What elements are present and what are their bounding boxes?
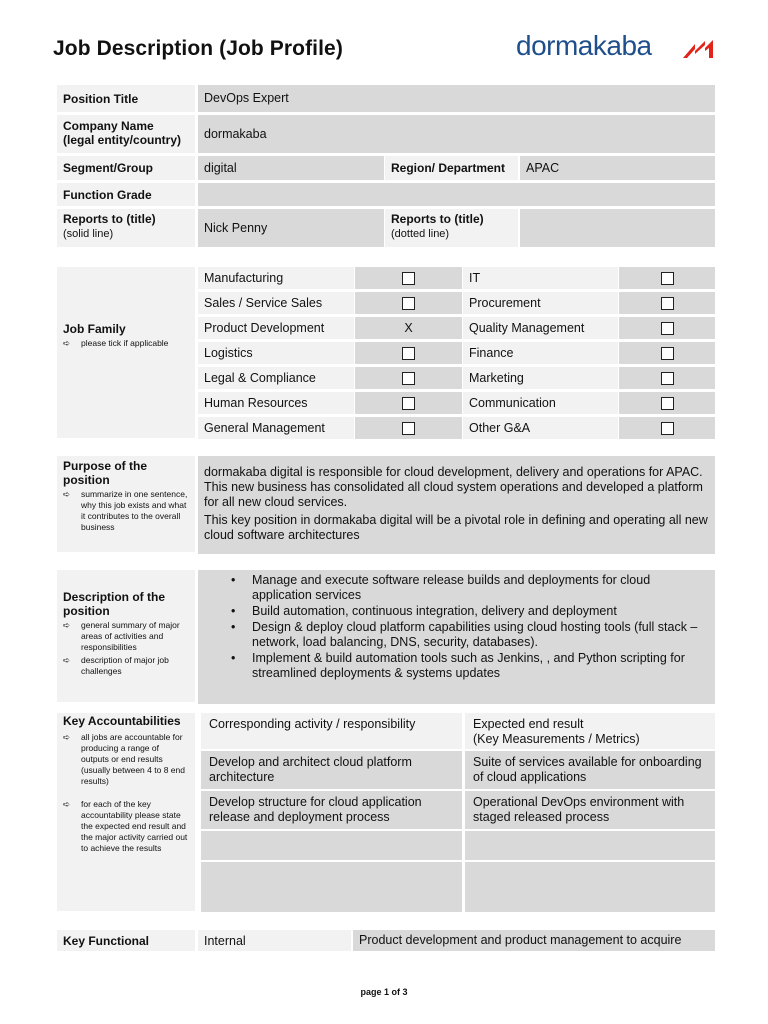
job-family-checkbox-cell[interactable] [619,392,715,417]
reports-dotted-value [520,209,715,247]
job-family-label [57,267,195,438]
accountabilities-hint-2 [63,799,189,854]
reports-solid-title: Reports to (title) [63,212,156,226]
reports-dotted-sub: (dotted line) [391,228,450,240]
job-family-checkbox-cell[interactable] [619,267,715,292]
job-family-checkbox-cell[interactable] [619,417,715,442]
accountabilities-hint-2-text: for each of the key accountability please state the expected end result and the major activity carried out to achieve the results [81,799,188,853]
description-item: • Manage and execute software release builds and deployments for cloud application services [204,573,709,603]
job-family-checkbox-cell[interactable] [355,292,462,317]
job-family-checkbox-cell[interactable] [355,417,462,442]
accountability-activity: Develop and architect cloud platform architecture [201,751,462,789]
job-family-checkbox-cell[interactable] [355,317,462,342]
company-label-line1: Company Name [63,119,154,133]
job-family-option: Procurement [463,292,618,317]
functional-internal-label: Internal [198,930,351,951]
checkbox-icon[interactable] [402,272,415,285]
job-family-mark: X [404,321,413,335]
job-family-checkbox-cell[interactable] [355,267,462,292]
purpose-para-1: dormakaba digital is responsible for cloud development, delivery and operations for APAC. This new business has consolidated all cloud system operations and developed a platform for all new cloud services. [204,465,703,509]
page-title: Job Description (Job Profile) [53,37,343,60]
arrow-icon: ➪ [63,732,71,742]
job-family-option: Marketing [463,367,618,392]
accountability-result: Suite of services available for onboarding of cloud applications [465,751,715,789]
position-title-label: Position Title [57,85,195,112]
arrow-icon: ➪ [63,799,71,809]
purpose-label [57,456,195,552]
purpose-para-2: This key position in dormakaba digital will be a pivotal role in defining and operating all new cloud software architectures [204,513,708,542]
job-family-option: IT [463,267,618,292]
checkbox-icon[interactable] [661,272,674,285]
company-label [57,115,195,153]
region-value: APAC [520,156,715,180]
accountability-activity [201,831,462,860]
checkbox-icon[interactable] [402,422,415,435]
checkbox-icon[interactable] [661,297,674,310]
description-hint-1 [63,620,189,653]
accountability-activity [201,862,462,912]
reports-dotted-label [385,209,518,247]
job-family-grid [198,267,715,442]
arrow-icon: ➪ [63,620,71,630]
accountabilities-col2-header-1: Expected end result [473,717,584,731]
region-label: Region/ Department [385,156,518,180]
functional-internal-value: Product development and product management to acquire [353,930,715,951]
job-family-option: Other G&A [463,417,618,442]
page-number: page 1 of 3 [360,987,408,997]
company-label-line2: (legal entity/country) [63,133,182,147]
job-family-option: Manufacturing [198,267,354,292]
segment-label: Segment/Group [57,156,195,180]
checkbox-icon[interactable] [661,422,674,435]
description-label [57,570,195,702]
job-family-option: Sales / Service Sales [198,292,354,317]
accountabilities-label [57,713,195,911]
accountability-result [465,862,715,912]
description-list [204,573,709,681]
job-family-checkbox-cell[interactable] [619,317,715,342]
description-item: • Design & deploy cloud platform capabilities using cloud hosting tools (full stack – network, load balancing, DNS, security, databases). [204,620,709,650]
accountabilities-title: Key Accountabilities [63,714,181,728]
description-value [198,570,715,704]
accountability-activity: Develop structure for cloud application release and deployment process [201,791,462,829]
checkbox-icon[interactable] [661,322,674,335]
arrow-icon: ➪ [63,489,71,499]
accountabilities-col1-header: Corresponding activity / responsibility [201,713,462,749]
company-logo: dormakaba [516,30,652,61]
purpose-hint-text: summarize in one sentence, why this job exists and what it contributes to the overall business [81,489,188,532]
job-family-checkbox-cell[interactable] [619,292,715,317]
reports-solid-value: Nick Penny [198,209,384,247]
accountabilities-hint-1 [63,732,189,787]
job-family-option: General Management [198,417,354,442]
position-title-value: DevOps Expert [198,85,715,112]
description-hint-1-text: general summary of major areas of activities and responsibilities [81,620,180,652]
accountabilities-col2-header [465,713,715,749]
accountability-result: Operational DevOps environment with staged released process [465,791,715,829]
accountabilities-col2-header-2: (Key Measurements / Metrics) [473,732,640,746]
arrow-icon: ➪ [63,338,71,348]
logo-mark-icon [683,38,713,58]
accountabilities-hint-1-text: all jobs are accountable for producing a range of outputs or end results (usually between 4 to 8 end results) [81,732,185,786]
function-grade-label: Function Grade [57,183,195,206]
job-family-option: Legal & Compliance [198,367,354,392]
company-value: dormakaba [198,115,715,153]
job-family-option: Communication [463,392,618,417]
job-family-checkbox-cell[interactable] [355,392,462,417]
checkbox-icon[interactable] [661,347,674,360]
function-grade-value [198,183,715,206]
description-hint-2-text: description of major job challenges [81,655,169,676]
description-item: • Implement & build automation tools such as Jenkins, , and Python scripting for streamlined deployments & systems updates [204,651,709,681]
job-family-checkbox-cell[interactable] [355,367,462,392]
job-family-option: Finance [463,342,618,367]
description-item: • Build automation, continuous integration, delivery and deployment [204,604,709,619]
reports-dotted-title: Reports to (title) [391,212,484,226]
arrow-icon: ➪ [63,655,71,665]
checkbox-icon[interactable] [661,397,674,410]
job-family-hint-text: please tick if applicable [81,338,169,348]
checkbox-icon[interactable] [402,372,415,385]
purpose-hint [63,489,189,533]
job-family-option: Human Resources [198,392,354,417]
job-family-hint [63,338,189,349]
job-family-title: Job Family [63,322,126,336]
purpose-title: Purpose of the position [63,459,148,487]
job-family-option: Product Development [198,317,354,342]
job-family-checkbox-cell[interactable] [619,367,715,392]
functional-label: Key Functional [57,930,195,951]
job-family-option: Logistics [198,342,354,367]
purpose-value [198,456,715,554]
reports-solid-label [57,209,195,247]
checkbox-icon[interactable] [402,347,415,360]
reports-solid-sub: (solid line) [63,228,114,240]
job-family-checkbox-cell[interactable] [355,342,462,367]
accountability-result [465,831,715,860]
checkbox-icon[interactable] [402,297,415,310]
description-title: Description of the position [63,590,166,618]
segment-value: digital [198,156,384,180]
job-family-option: Quality Management [463,317,618,342]
description-hint-2 [63,655,189,677]
job-family-checkbox-cell[interactable] [619,342,715,367]
checkbox-icon[interactable] [661,372,674,385]
checkbox-icon[interactable] [402,397,415,410]
